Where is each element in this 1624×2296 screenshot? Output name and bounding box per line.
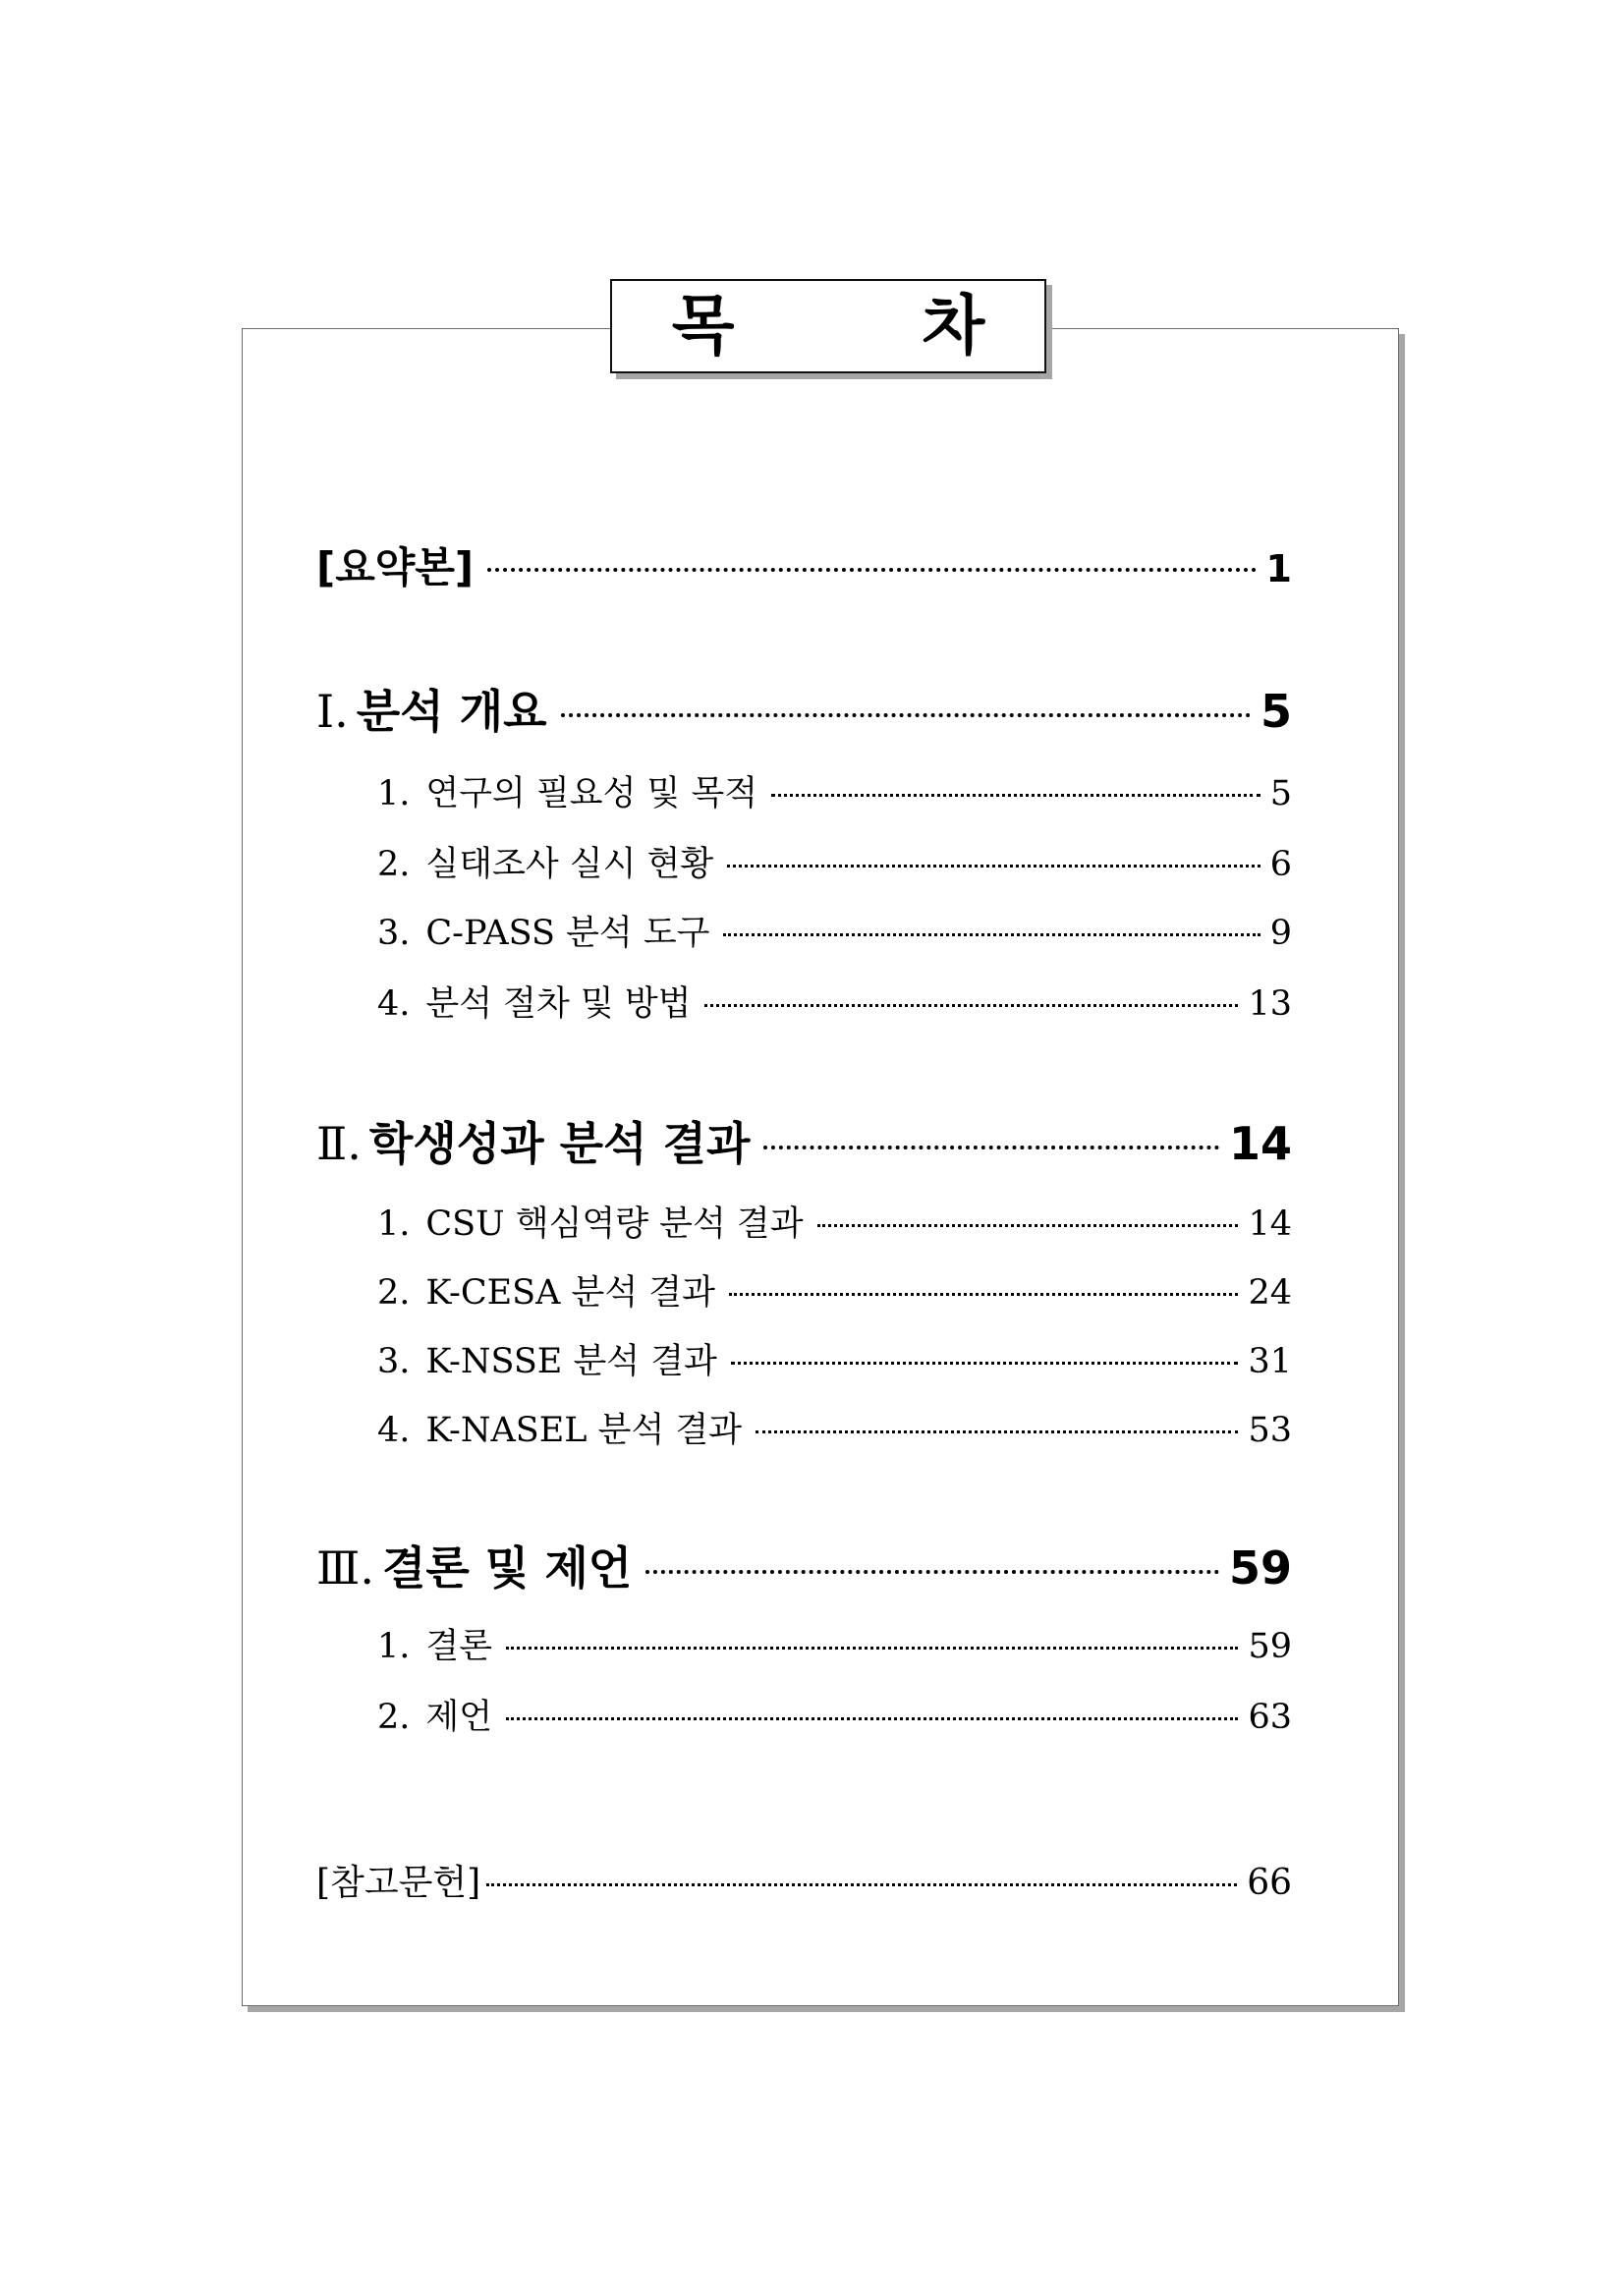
- toc-section-1[interactable]: [0, 676, 1624, 741]
- item-number: 3.: [377, 1342, 411, 1381]
- section-roman-numeral: Ⅰ.: [316, 685, 349, 738]
- toc-section-label: [316, 1108, 763, 1173]
- item-title: 연구의 필요성 및 목적: [425, 774, 758, 813]
- toc-item[interactable]: [0, 977, 1624, 1026]
- toc-page-number: 14: [1248, 1204, 1292, 1244]
- toc-page-number: 63: [1248, 1698, 1292, 1737]
- toc-item-label: [377, 1334, 731, 1383]
- toc-page-number: 59: [1248, 1627, 1292, 1666]
- toc-item-label: [377, 1403, 756, 1452]
- toc-title: 목 차: [671, 288, 1068, 364]
- toc-entry-label: [참고문헌]: [316, 1863, 481, 1903]
- item-title: 제언: [425, 1698, 493, 1737]
- dot-leader: [763, 1146, 1219, 1149]
- toc-entry-summary[interactable]: [0, 535, 1624, 594]
- toc-page-number: 59: [1228, 1541, 1292, 1595]
- item-title: K-NSSE 분석 결과: [425, 1342, 717, 1381]
- toc-item[interactable]: [0, 1334, 1624, 1383]
- toc-item-label: [377, 766, 771, 815]
- toc-section-label: [316, 676, 561, 741]
- section-roman-numeral: Ⅲ.: [316, 1541, 374, 1595]
- item-number: 1.: [377, 1204, 411, 1244]
- toc-page-number: 5: [1260, 685, 1292, 738]
- dot-leader: [756, 1430, 1238, 1433]
- toc-page-number: 31: [1248, 1342, 1292, 1381]
- toc-item[interactable]: [0, 1619, 1624, 1668]
- item-number: 1.: [377, 1627, 411, 1666]
- toc-item[interactable]: [0, 1197, 1624, 1246]
- toc-section-label: [316, 1533, 645, 1597]
- toc-item-label: [377, 1690, 506, 1739]
- dot-leader: [486, 1883, 1237, 1886]
- toc-title-box: [610, 279, 1068, 373]
- dot-leader: [817, 1224, 1239, 1227]
- toc-item[interactable]: [0, 1690, 1624, 1739]
- item-title: 결론: [425, 1627, 493, 1666]
- item-title: CSU 핵심역량 분석 결과: [425, 1204, 804, 1244]
- toc-item-label: [377, 1197, 817, 1246]
- dot-leader: [506, 1647, 1238, 1650]
- toc-page-number: 24: [1248, 1273, 1292, 1313]
- toc-item[interactable]: [0, 766, 1624, 815]
- toc-page-number: 9: [1269, 914, 1292, 953]
- dot-leader: [506, 1717, 1238, 1720]
- dot-leader: [731, 1362, 1239, 1365]
- toc-section-2[interactable]: [0, 1108, 1624, 1173]
- dot-leader: [487, 568, 1256, 572]
- toc-page-number: 14: [1228, 1117, 1292, 1170]
- toc-item-label: [377, 906, 723, 955]
- toc-page-number: 1: [1265, 547, 1292, 590]
- toc-item[interactable]: [0, 906, 1624, 955]
- item-number: 1.: [377, 774, 411, 813]
- toc-item-label: [377, 1619, 506, 1668]
- toc-item-label: [377, 1265, 729, 1315]
- dot-leader: [727, 865, 1260, 868]
- dot-leader: [723, 933, 1260, 936]
- item-number: 2.: [377, 845, 411, 884]
- section-title: 학생성과 분석 결과: [368, 1117, 751, 1170]
- toc-entry-label: [요약본]: [316, 543, 475, 591]
- toc-page-number: 53: [1248, 1411, 1292, 1450]
- item-number: 4.: [377, 1411, 411, 1450]
- toc-section-3[interactable]: [0, 1533, 1624, 1597]
- item-title: C-PASS 분석 도구: [425, 914, 710, 953]
- toc-entry-references[interactable]: [0, 1855, 1624, 1905]
- toc-page-number: 13: [1248, 984, 1292, 1024]
- toc-item[interactable]: [0, 1265, 1624, 1315]
- section-title: 결론 및 제언: [381, 1541, 633, 1595]
- dot-leader: [729, 1293, 1239, 1296]
- section-roman-numeral: Ⅱ.: [316, 1117, 362, 1170]
- toc-page-number: 66: [1247, 1863, 1292, 1903]
- item-number: 2.: [377, 1698, 411, 1737]
- item-title: 분석 절차 및 방법: [425, 984, 692, 1024]
- toc-page-number: 6: [1269, 845, 1292, 884]
- item-title: 실태조사 실시 현황: [425, 845, 714, 884]
- section-title: 분석 개요: [356, 685, 547, 738]
- item-title: K-NASEL 분석 결과: [425, 1411, 742, 1450]
- toc-item-label: [377, 977, 704, 1026]
- item-number: 3.: [377, 914, 411, 953]
- dot-leader: [771, 794, 1260, 797]
- toc-item[interactable]: [0, 837, 1624, 886]
- toc-item[interactable]: [0, 1403, 1624, 1452]
- dot-leader: [645, 1570, 1219, 1574]
- item-title: K-CESA 분석 결과: [425, 1273, 715, 1313]
- item-number: 4.: [377, 984, 411, 1024]
- toc-item-label: [377, 837, 727, 886]
- toc-page-number: 5: [1269, 774, 1292, 813]
- dot-leader: [561, 713, 1251, 717]
- dot-leader: [704, 1004, 1238, 1007]
- item-number: 2.: [377, 1273, 411, 1313]
